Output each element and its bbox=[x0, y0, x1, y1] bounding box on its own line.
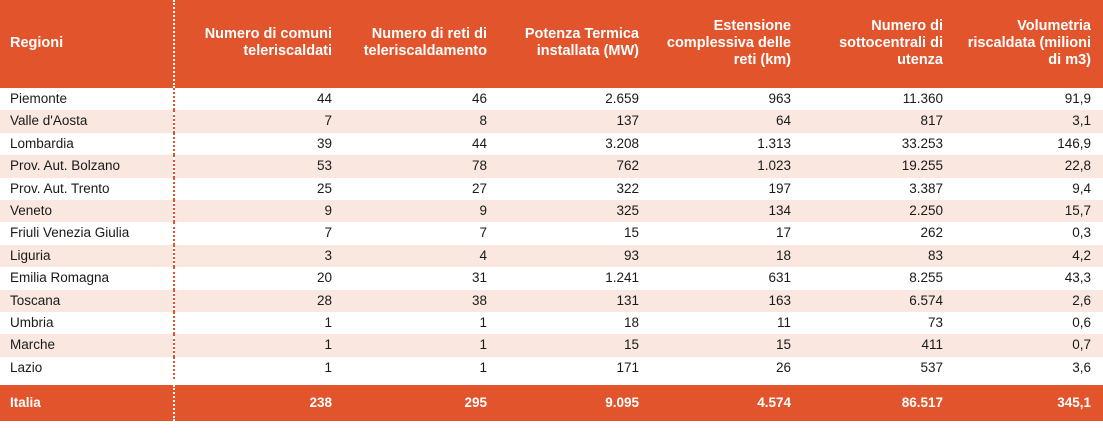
cell-reti: 1 bbox=[344, 334, 499, 356]
column-header-potenza: Potenza Termica installata (MW) bbox=[499, 0, 651, 88]
cell-comuni: 44 bbox=[174, 88, 344, 110]
cell-estensione: 26 bbox=[651, 357, 803, 379]
total-volumetria: 345,1 bbox=[955, 385, 1103, 421]
cell-sottocentrali: 8.255 bbox=[803, 267, 955, 289]
cell-region: Liguria bbox=[0, 245, 174, 267]
cell-potenza: 762 bbox=[499, 155, 651, 177]
cell-reti: 7 bbox=[344, 222, 499, 244]
cell-potenza: 171 bbox=[499, 357, 651, 379]
cell-estensione: 11 bbox=[651, 312, 803, 334]
cell-estensione: 631 bbox=[651, 267, 803, 289]
cell-reti: 44 bbox=[344, 133, 499, 155]
cell-estensione: 1.313 bbox=[651, 133, 803, 155]
cell-estensione: 134 bbox=[651, 200, 803, 222]
total-potenza: 9.095 bbox=[499, 385, 651, 421]
cell-comuni: 53 bbox=[174, 155, 344, 177]
cell-sottocentrali: 411 bbox=[803, 334, 955, 356]
total-label: Italia bbox=[0, 385, 174, 421]
cell-estensione: 963 bbox=[651, 88, 803, 110]
cell-volumetria: 0,3 bbox=[955, 222, 1103, 244]
cell-estensione: 1.023 bbox=[651, 155, 803, 177]
cell-reti: 1 bbox=[344, 312, 499, 334]
cell-potenza: 137 bbox=[499, 110, 651, 132]
column-header-reti: Numero di reti di teleriscaldamento bbox=[344, 0, 499, 88]
cell-sottocentrali: 537 bbox=[803, 357, 955, 379]
table-row bbox=[0, 334, 1103, 356]
cell-region: Friuli Venezia Giulia bbox=[0, 222, 174, 244]
cell-region: Marche bbox=[0, 334, 174, 356]
cell-volumetria: 3,6 bbox=[955, 357, 1103, 379]
cell-reti: 31 bbox=[344, 267, 499, 289]
cell-sottocentrali: 2.250 bbox=[803, 200, 955, 222]
cell-potenza: 325 bbox=[499, 200, 651, 222]
cell-estensione: 15 bbox=[651, 334, 803, 356]
table-row bbox=[0, 178, 1103, 200]
cell-reti: 46 bbox=[344, 88, 499, 110]
cell-region: Emilia Romagna bbox=[0, 267, 174, 289]
cell-comuni: 25 bbox=[174, 178, 344, 200]
table-row bbox=[0, 245, 1103, 267]
cell-comuni: 1 bbox=[174, 357, 344, 379]
total-comuni: 238 bbox=[174, 385, 344, 421]
cell-reti: 27 bbox=[344, 178, 499, 200]
cell-region: Piemonte bbox=[0, 88, 174, 110]
table-row bbox=[0, 88, 1103, 110]
cell-potenza: 1.241 bbox=[499, 267, 651, 289]
cell-potenza: 15 bbox=[499, 222, 651, 244]
cell-volumetria: 9,4 bbox=[955, 178, 1103, 200]
table-row bbox=[0, 155, 1103, 177]
total-row bbox=[0, 385, 1103, 421]
cell-potenza: 322 bbox=[499, 178, 651, 200]
cell-estensione: 17 bbox=[651, 222, 803, 244]
column-header-estensione: Estensione complessiva delle reti (km) bbox=[651, 0, 803, 88]
cell-potenza: 93 bbox=[499, 245, 651, 267]
cell-reti: 78 bbox=[344, 155, 499, 177]
table-header bbox=[0, 0, 1103, 88]
cell-comuni: 3 bbox=[174, 245, 344, 267]
cell-sottocentrali: 3.387 bbox=[803, 178, 955, 200]
cell-region: Toscana bbox=[0, 290, 174, 312]
cell-region: Prov. Aut. Bolzano bbox=[0, 155, 174, 177]
cell-volumetria: 91,9 bbox=[955, 88, 1103, 110]
total-reti: 295 bbox=[344, 385, 499, 421]
cell-volumetria: 43,3 bbox=[955, 267, 1103, 289]
column-header-sottocentrali: Numero di sottocentrali di utenza bbox=[803, 0, 955, 88]
cell-volumetria: 15,7 bbox=[955, 200, 1103, 222]
cell-sottocentrali: 83 bbox=[803, 245, 955, 267]
cell-reti: 1 bbox=[344, 357, 499, 379]
cell-volumetria: 4,2 bbox=[955, 245, 1103, 267]
table-row bbox=[0, 133, 1103, 155]
total-sottocentrali: 86.517 bbox=[803, 385, 955, 421]
table-row bbox=[0, 290, 1103, 312]
cell-volumetria: 22,8 bbox=[955, 155, 1103, 177]
table-row bbox=[0, 110, 1103, 132]
column-header-comuni: Numero di comuni teleriscaldati bbox=[174, 0, 344, 88]
cell-comuni: 39 bbox=[174, 133, 344, 155]
cell-sottocentrali: 11.360 bbox=[803, 88, 955, 110]
cell-comuni: 28 bbox=[174, 290, 344, 312]
cell-volumetria: 0,7 bbox=[955, 334, 1103, 356]
cell-reti: 38 bbox=[344, 290, 499, 312]
table-row bbox=[0, 200, 1103, 222]
cell-potenza: 2.659 bbox=[499, 88, 651, 110]
cell-sottocentrali: 817 bbox=[803, 110, 955, 132]
cell-potenza: 18 bbox=[499, 312, 651, 334]
cell-region: Lombardia bbox=[0, 133, 174, 155]
cell-region: Umbria bbox=[0, 312, 174, 334]
cell-potenza: 3.208 bbox=[499, 133, 651, 155]
cell-sottocentrali: 262 bbox=[803, 222, 955, 244]
cell-volumetria: 3,1 bbox=[955, 110, 1103, 132]
table-footer bbox=[0, 385, 1103, 421]
cell-reti: 9 bbox=[344, 200, 499, 222]
cell-comuni: 7 bbox=[174, 110, 344, 132]
cell-estensione: 163 bbox=[651, 290, 803, 312]
cell-volumetria: 2,6 bbox=[955, 290, 1103, 312]
table-body bbox=[0, 88, 1103, 385]
cell-region: Veneto bbox=[0, 200, 174, 222]
table-row bbox=[0, 357, 1103, 379]
cell-volumetria: 146,9 bbox=[955, 133, 1103, 155]
cell-estensione: 64 bbox=[651, 110, 803, 132]
cell-sottocentrali: 19.255 bbox=[803, 155, 955, 177]
column-header-region: Regioni bbox=[0, 0, 174, 88]
cell-region: Valle d'Aosta bbox=[0, 110, 174, 132]
cell-comuni: 20 bbox=[174, 267, 344, 289]
table-row bbox=[0, 222, 1103, 244]
cell-estensione: 197 bbox=[651, 178, 803, 200]
cell-reti: 4 bbox=[344, 245, 499, 267]
cell-region: Prov. Aut. Trento bbox=[0, 178, 174, 200]
cell-region: Lazio bbox=[0, 357, 174, 379]
cell-sottocentrali: 73 bbox=[803, 312, 955, 334]
cell-potenza: 131 bbox=[499, 290, 651, 312]
table-row bbox=[0, 267, 1103, 289]
cell-comuni: 1 bbox=[174, 334, 344, 356]
table-row bbox=[0, 312, 1103, 334]
total-estensione: 4.574 bbox=[651, 385, 803, 421]
cell-volumetria: 0,6 bbox=[955, 312, 1103, 334]
cell-comuni: 1 bbox=[174, 312, 344, 334]
cell-sottocentrali: 33.253 bbox=[803, 133, 955, 155]
column-header-volumetria: Volumetria riscaldata (milioni di m3) bbox=[955, 0, 1103, 88]
cell-comuni: 9 bbox=[174, 200, 344, 222]
cell-sottocentrali: 6.574 bbox=[803, 290, 955, 312]
cell-potenza: 15 bbox=[499, 334, 651, 356]
cell-comuni: 7 bbox=[174, 222, 344, 244]
header-row bbox=[0, 0, 1103, 88]
cell-estensione: 18 bbox=[651, 245, 803, 267]
cell-reti: 8 bbox=[344, 110, 499, 132]
